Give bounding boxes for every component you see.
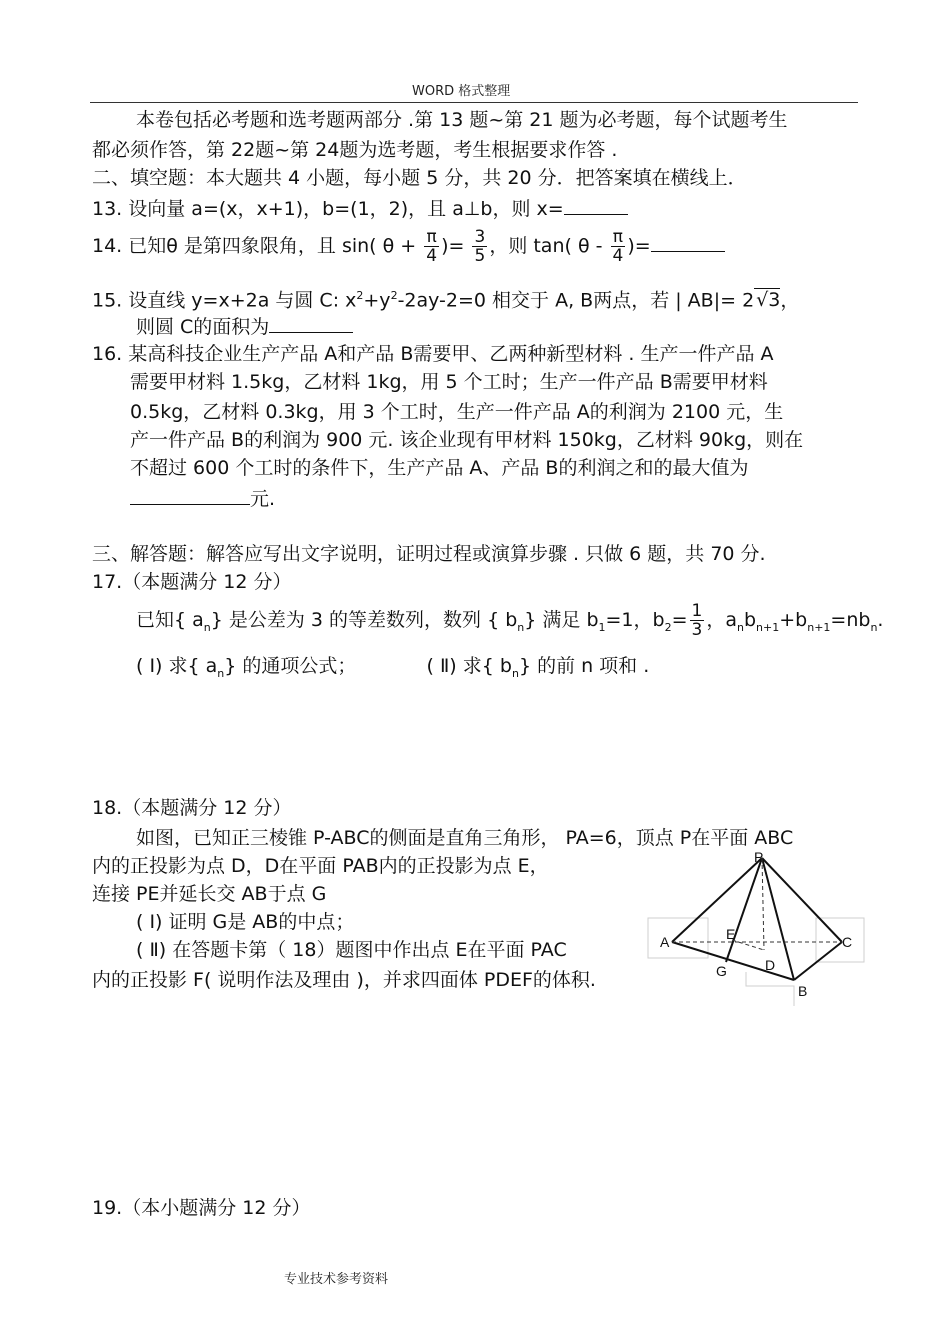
question-15-line-1 <box>92 284 799 312</box>
q14-three: 3 <box>474 227 486 247</box>
q17-three: 3 <box>691 620 703 640</box>
page-footer: 专业技术参考资料 <box>284 1272 389 1287</box>
question-18-line-6: 内的正投影 F( 说明作法及理由 )，并求四面体 PDEF的体积. <box>92 969 596 991</box>
q17-sub: n <box>511 666 519 680</box>
q15-part-b: +y <box>363 289 391 312</box>
q17-one: 1 <box>691 601 703 621</box>
q17-sub: n <box>870 620 878 634</box>
q14-four-b: 4 <box>612 246 624 266</box>
q13-answer-blank <box>564 196 628 215</box>
label-D: D <box>765 957 776 973</box>
q17-e: = <box>671 609 688 631</box>
q16-unit: 元. <box>250 488 276 510</box>
question-14 <box>92 228 725 265</box>
section-solutions: 三、解答题：解答应写出文字说明，证明过程或演算步骤 . 只做 6 题，共 70 分. <box>92 543 766 565</box>
q17-i: =nb <box>830 609 871 631</box>
question-16-line-1: 16. 某高科技企业生产产品 A和产品 B需要甲、乙两种新型材料 . 生产一件产品 A <box>92 343 774 365</box>
q14-answer-blank <box>651 233 725 252</box>
q15-sqrt-3: √3 <box>756 289 781 312</box>
question-17-statement <box>136 602 883 640</box>
q17-sub: n <box>203 620 211 634</box>
q17-a: 已知{ a <box>136 609 204 631</box>
q14-pi: π <box>424 228 439 247</box>
q17-sub: n <box>517 620 525 634</box>
label-G: G <box>716 963 727 979</box>
q15-comma: ， <box>780 289 800 312</box>
question-16-line-2: 需要甲材料 1.5kg，乙材料 1kg，用 5 个工时；生产一件产品 B需要甲材料 <box>130 371 768 393</box>
q17-part-2: ( Ⅱ) 求{ b <box>426 655 512 677</box>
q17-sub: 1 <box>598 620 606 634</box>
question-16-line-5: 不超过 600 个工时的条件下，生产产品 A、产品 B的利润之和的最大值为 <box>130 457 749 479</box>
question-18-line-5: ( Ⅱ) 在答题卡第（ 18）题图中作出点 E在平面 PAC <box>136 939 567 961</box>
q14-end: )= <box>627 235 651 257</box>
q14-fraction-3-5 <box>472 228 487 265</box>
q17-j: . <box>877 609 884 631</box>
q17-part-1: ( Ⅰ) 求{ a <box>136 655 218 677</box>
label-C: C <box>842 934 853 950</box>
label-P: P <box>754 849 764 865</box>
q14-fraction-pi-4-b <box>611 228 626 265</box>
q17-part-1b: } 的通项公式； <box>224 655 357 677</box>
q17-b: } 是公差为 3 的等差数列，数列 { b <box>210 609 518 631</box>
q17-sub: n+1 <box>807 620 831 634</box>
q15-sup-y: 2 <box>390 289 398 302</box>
question-19-title: 19.（本小题满分 12 分） <box>92 1197 311 1219</box>
q14-equals: )= <box>441 235 465 257</box>
q17-sub: n <box>217 666 225 680</box>
question-17-parts <box>136 654 649 686</box>
q17-sub: 2 <box>664 620 672 634</box>
q15-answer-blank <box>269 314 353 333</box>
intro-line-2: 都必须作答，第 22题~第 24题为选考题，考生根据要求作答 . <box>92 139 618 161</box>
q13-text: 13. 设向量 a=(x，x+1)，b=(1，2)，且 a⊥b，则 x= <box>92 198 564 220</box>
q17-sub: n <box>737 620 744 634</box>
q14-four: 4 <box>426 246 438 266</box>
question-18-line-2: 内的正投影为点 D，D在平面 PAB内的正投影为点 E， <box>92 855 549 877</box>
q14-prefix: 14. 已知θ 是第四象限角，且 sin( θ + <box>92 235 417 257</box>
q17-g: b <box>743 609 757 631</box>
q16-answer-blank <box>130 486 250 505</box>
q15-part-a: 15. 设直线 y=x+2a 与圆 C: x <box>92 289 357 312</box>
intro-line-1: 本卷包括必考题和选考题两部分 .第 13 题~第 21 题为必考题，每个试题考生 <box>136 109 788 131</box>
q15-sup-x: 2 <box>356 289 364 302</box>
q15-part-c: -2ay-2=0 相交于 A, B两点，若 | AB|= 2 <box>397 289 755 312</box>
question-15-line-2 <box>136 314 353 339</box>
question-18-title: 18.（本题满分 12 分） <box>92 797 292 819</box>
q17-h: +b <box>779 609 808 631</box>
label-E: E <box>726 926 736 942</box>
label-B: B <box>798 983 808 999</box>
section-fill-in: 二、填空题：本大题共 4 小题，每小题 5 分，共 20 分．把答案填在横线上． <box>92 167 747 189</box>
q17-sub: n+1 <box>756 620 780 634</box>
pyramid-figure <box>646 848 868 1008</box>
q17-fraction-1-3 <box>690 602 705 639</box>
q14-middle: ，则 tan( θ - <box>489 235 603 257</box>
header-rule <box>90 102 858 103</box>
question-18-line-1: 如图，已知正三棱锥 P-ABC的侧面是直角三角形， PA=6，顶点 P在平面 ABC <box>136 827 794 849</box>
question-17-title: 17.（本题满分 12 分） <box>92 571 292 593</box>
q15-line-2-text: 则圆 C的面积为 <box>136 316 270 338</box>
q17-c: } 满足 b <box>524 609 599 631</box>
question-18-line-4: ( Ⅰ) 证明 G是 AB的中点； <box>136 911 355 933</box>
question-16-line-3: 0.5kg，乙材料 0.3kg，用 3 个工时，生产一件产品 A的利润为 2100 元，生 <box>130 401 784 423</box>
q17-d: =1，b <box>605 609 665 631</box>
question-13 <box>92 196 628 221</box>
q17-f: ，a <box>706 609 737 631</box>
q15-sqrt-value: 3 <box>768 289 781 312</box>
label-A: A <box>660 934 670 950</box>
page-header: WORD 格式整理 <box>412 84 511 99</box>
q17-part-2b: } 的前 n 项和 . <box>518 655 650 677</box>
question-16-line-6 <box>130 486 275 511</box>
question-16-line-4: 产一件产品 B的利润为 900 元. 该企业现有甲材料 150kg，乙材料 90kg，则在 <box>130 429 804 451</box>
q14-five: 5 <box>474 246 486 266</box>
question-18-line-3: 连接 PE并延长交 AB于点 G <box>92 883 327 905</box>
q14-pi-b: π <box>611 228 626 247</box>
q14-fraction-pi-4 <box>424 228 439 265</box>
